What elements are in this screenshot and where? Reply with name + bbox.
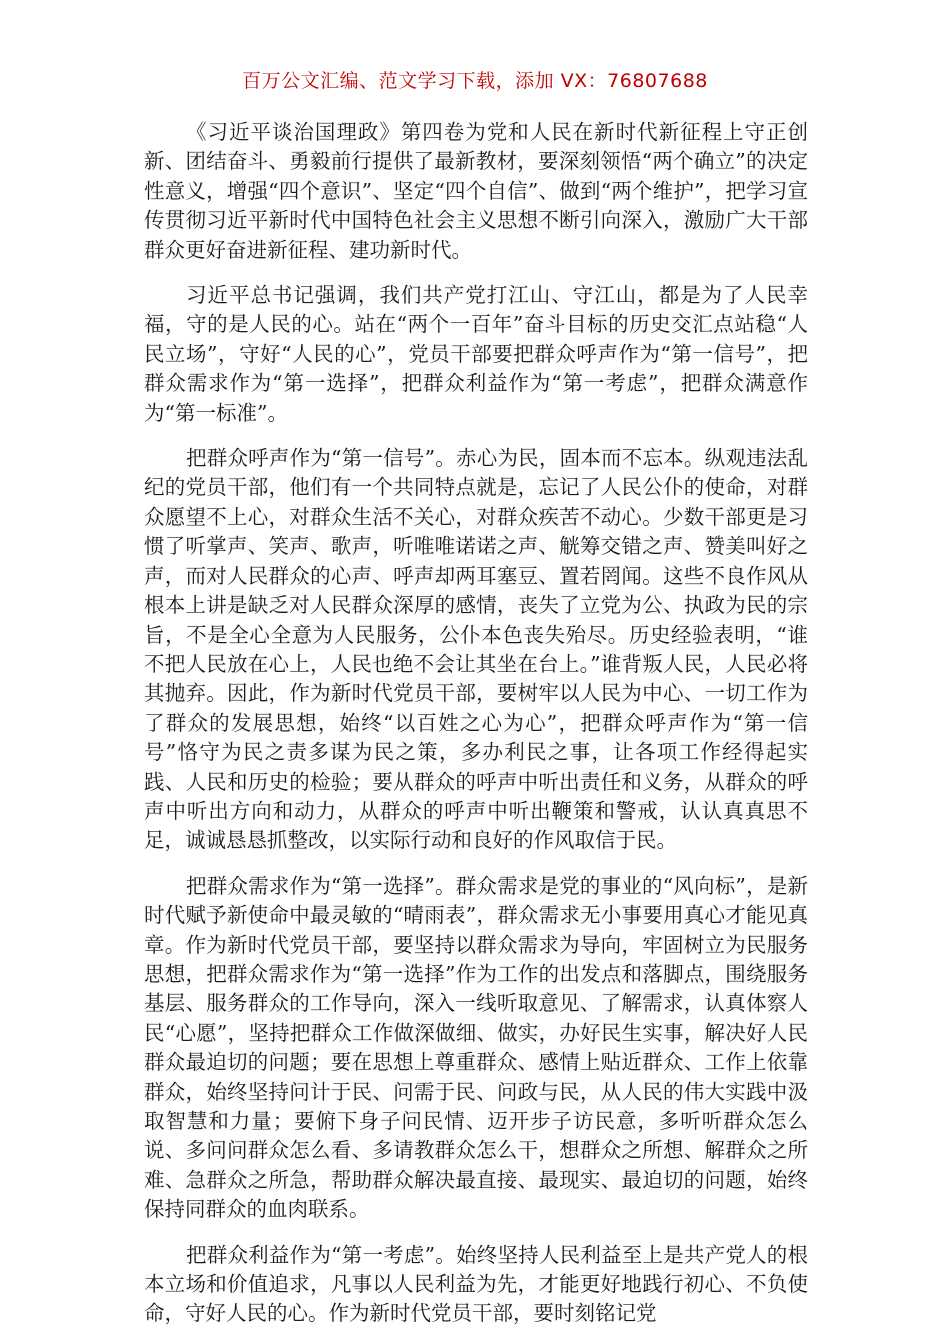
paragraph: 习近平总书记强调，我们共产党打江山、守江山，都是为了人民幸福，守的是人民的心。站在“两个一百年”奋斗目标的历史交汇点站稳“人民立场”，守好“人民的心”，党员干部要把群众呼声作为“第一信号”，把群众需求作为“第一选择”，把群众利益作为“第一考虑”，把群众满意作为“第一标准”。: [144, 283, 808, 425]
paragraph: 把群众呼声作为“第一信号”。赤心为民，固本而不忘本。纵观违法乱纪的党员干部，他们有一个共同特点就是，忘记了人民公仆的使命，对群众愿望不上心，对群众生活不关心，对群众疾苦不动心。少数干部更是习惯了听掌声、笑声、歌声，听唯唯诺诺之声、觥筹交错之声、赞美叫好之声，而对人民群众的心声、呼声却两耳塞豆、置若罔闻。这些不良作风从根本上讲是缺乏对人民群众深厚的感情，丧失了立党为公、执政为民的宗旨，不是全心全意为人民服务，公仆本色丧失殆尽。历史经验表明，“谁不把人民放在心上，人民也绝不会让其坐在台上。”谁背叛人民，人民必将其抛弃。因此，作为新时代党员干部，要树牢以人民为中心、一切工作为了群众的发展思想，始终“以百姓之心为心”，把群众呼声作为“第一信号”恪守为民之责多谋为民之策，多办利民之事，让各项工作经得起实践、人民和历史的检验；要从群众的呼声中听出责任和义务，从群众的呼声中听出方向和动力，从群众的呼声中听出鞭策和警戒，认认真真思不足，诚诚恳恳抓整改，以实际行动和良好的作风取信于民。: [144, 446, 808, 853]
paragraph: 把群众需求作为“第一选择”。群众需求是党的事业的“风向标”，是新时代赋予新使命中最灵敏的“晴雨表”，群众需求无小事要用真心才能见真章。作为新时代党员干部，要坚持以群众需求为导向，牢固树立为民服务思想，把群众需求作为“第一选择”作为工作的出发点和落脚点，围绕服务基层、服务群众的工作导向，深入一线听取意见、了解需求，认真体察人民“心愿”，坚持把群众工作做深做细、做实，办好民生实事，解决好人民群众最迫切的问题；要在思想上尊重群众、感情上贴近群众、工作上依靠群众，始终坚持问计于民、问需于民、问政与民，从人民的伟大实践中汲取智慧和力量；要俯下身子问民情、迈开步子访民意，多听听群众怎么说、多问问群众怎么看、多请教群众怎么干，想群众之所想、解群众之所难、急群众之所急，帮助群众解决最直接、最现实、最迫切的问题，始终保持同群众的血肉联系。: [144, 873, 808, 1222]
header-banner: 百万公文汇编、范文学习下载，添加 VX：76807688: [242, 70, 708, 92]
body-text: [144, 118, 808, 1329]
paragraph: 把群众利益作为“第一考虑”。始终坚持人民利益至上是共产党人的根本立场和价值追求，凡事以人民利益为先，才能更好地践行初心、不负使命，守好人民的心。作为新时代党员干部，要时刻铭记党: [144, 1242, 808, 1326]
paragraph: 《习近平谈治国理政》第四卷为党和人民在新时代新征程上守正创新、团结奋斗、勇毅前行提供了最新教材，要深刻领悟“两个确立”的决定性意义，增强“四个意识”、坚定“四个自信”、做到“两个维护”，把学习宣传贯彻习近平新时代中国特色社会主义思想不断引向深入，激励广大干部群众更好奋进新征程、建功新时代。: [144, 120, 808, 262]
